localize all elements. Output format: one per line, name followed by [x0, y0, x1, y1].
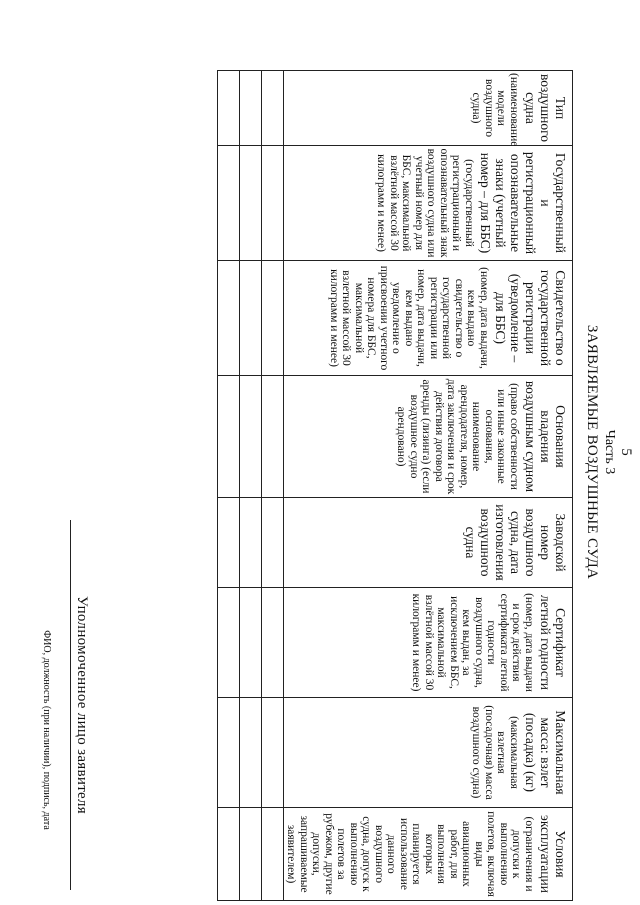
table-cell[interactable]	[218, 376, 240, 498]
table-row	[240, 71, 262, 901]
column-header-max-mass: Максимальная масса: взлет (посадка) (кг) (максимальная взлетная (посадочная) масса воздушного судна)	[284, 698, 573, 808]
part-label: Часть 3	[602, 429, 617, 475]
table-cell[interactable]	[240, 376, 262, 498]
table-row	[218, 71, 240, 901]
table-cell[interactable]	[240, 71, 262, 146]
aircraft-table	[217, 70, 573, 901]
table-cell[interactable]	[240, 261, 262, 376]
table-cell[interactable]	[262, 698, 284, 808]
table-cell[interactable]	[240, 146, 262, 261]
table-cell[interactable]	[218, 146, 240, 261]
column-header-airworthiness-certificate: Сертификат летной годности (номер, дата выдачи и срок действия сертификата летной годности воздушного судна, кем выдан, за исключением ББС, максимальной взлётной массой 30 килограмм и менее)	[284, 588, 573, 698]
table-cell[interactable]	[262, 71, 284, 146]
signature-caption: ФИО, должность (при наличии), подпись, дата	[41, 630, 52, 830]
table-cell[interactable]	[262, 261, 284, 376]
table-cell[interactable]	[262, 498, 284, 588]
table-cell[interactable]	[262, 808, 284, 901]
column-header-operating-conditions: Условия эксплуатации (ограничения и допуски к выполнению полетов, включая виды авиационных работ, для выполнения которых планируется использование данного воздушного судна, допуск к выполнению полетов за рубежом, другие допуски, запрашиваемые заявителем)	[284, 808, 573, 901]
table-cell[interactable]	[240, 698, 262, 808]
table-cell[interactable]	[262, 376, 284, 498]
table-cell[interactable]	[218, 808, 240, 901]
table-cell[interactable]	[218, 588, 240, 698]
table-cell[interactable]	[240, 588, 262, 698]
column-header-registration-certificate: Свидетельство о государственной регистрации (уведомление – для ББС) (номер, дата выдачи, кем выдано свидетельство о государственной регистрации или номер, дата выдачи, кем выдано уведомление о присвоении учетного номера для ББС, максимальной взлетной массой 30 килограмм и менее)	[284, 261, 573, 376]
column-header-serial-number: Заводской номер воздушного судна, дата изготовления воздушного судна	[284, 498, 573, 588]
column-header-registration-marks: Государственный и регистрационный опознавательные знаки (учетный номер – для ББС) (государственный регистрационный и опознавательный знак воздушного судна или учетный номер для ББС, максимальной взлётной массой 30 килограмм и менее)	[284, 146, 573, 261]
signature-line	[70, 520, 71, 890]
table-row	[262, 71, 284, 901]
table-cell[interactable]	[218, 261, 240, 376]
column-header-ownership-basis: Основания владения воздушным судном (право собственности или иные законные основания, наименование арендодателя, номер, дата заключения и срок действия договора аренды (лизинга) (если воздушное судно арендовано)	[284, 376, 573, 498]
column-header-aircraft-type: Тип воздушного судна (наименование модели воздушного судна)	[284, 71, 573, 146]
table-cell[interactable]	[262, 588, 284, 698]
table-header-row	[284, 71, 573, 901]
table-cell[interactable]	[240, 808, 262, 901]
table-cell[interactable]	[218, 698, 240, 808]
table-cell[interactable]	[262, 146, 284, 261]
page-number: 5	[618, 448, 634, 456]
signature-label: Уполномоченное лицо заявителя	[74, 596, 90, 814]
table-cell[interactable]	[218, 71, 240, 146]
section-title: ЗАЯВЛЯЕМЫЕ ВОЗДУШНЫЕ СУДА	[584, 324, 600, 580]
table-cell[interactable]	[240, 498, 262, 588]
table-cell[interactable]	[218, 498, 240, 588]
